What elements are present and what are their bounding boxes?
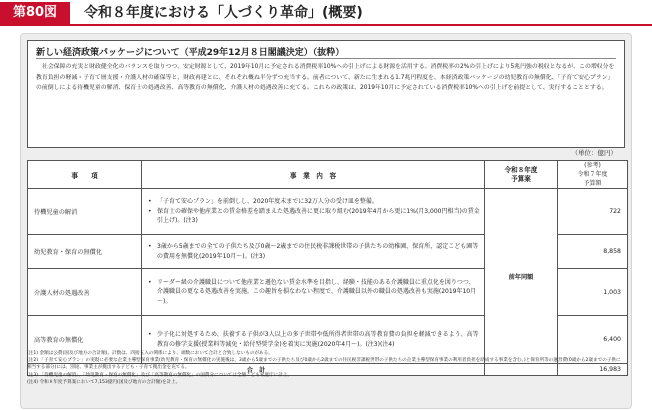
table-header-row bbox=[28, 161, 628, 189]
row-ref-value: 722 bbox=[558, 189, 628, 235]
footnote: (注1) 金額は公費(国及び地方の合計額)。計数は、四捨五入の関係により、端数において合計と合致しないものがある。 bbox=[27, 351, 273, 356]
row-content bbox=[142, 269, 485, 316]
header-ref: (参考) 令和７年度 予算額 bbox=[558, 161, 628, 189]
row-item: 待機児童の解消 bbox=[28, 189, 142, 235]
policy-divider bbox=[36, 58, 616, 59]
total-ref-value: 16,983 bbox=[558, 364, 628, 376]
row-item: 高等教育の無償化 bbox=[28, 316, 142, 364]
bullet: • 保育士の確保や他産業との賃金格差を踏まえた処遇改善に更に取り組む(2019年4月から更に1%(月3,000円相当)の賃金引上げ)。(注3) bbox=[148, 207, 480, 226]
fy-merged-cell: 前年同額 bbox=[485, 189, 558, 364]
row-content bbox=[142, 189, 485, 235]
footnote: (注2) 「子育て安心プラン」の実現に必要な企業主導型保育事業(幼児教育・保育の無償化の実施後は、3歳から5歳までの子供たち及び0歳から2歳までの住民税非課税世帯の子供たちの企業主導型保育事業の利用者負担を助成する事業を含む。)と保育所等の運営費(0歳から2歳までの子供に相当する部分)には、別途、事業主が拠出する子ども・子育て拠出金を充てる。 bbox=[27, 358, 621, 371]
header-item: 事 項 bbox=[28, 161, 142, 189]
total-label: 合 計 bbox=[28, 364, 485, 376]
bullet: • 3歳から5歳までの全ての子供たち及び0歳～2歳までの住民税非課税世帯の子供たちの幼稚園、保育所、認定こども園等の費用を無償化(2019年10月～)。(注3) bbox=[148, 242, 480, 261]
row-ref-value: 1,003 bbox=[558, 269, 628, 316]
figure-panel bbox=[20, 33, 632, 409]
footnote: (注4) 令和８年度予算案において7,153億円(国及び地方の合計額)を計上。 bbox=[27, 379, 181, 385]
policy-title: 新しい経済政策パッケージについて（平成29年12月８日閣議決定）（抜粋） bbox=[36, 48, 345, 58]
row-item: 幼児教育・保育の無償化 bbox=[28, 235, 142, 269]
bullet: • 少子化に対処するため、扶養する子供が3人以上の多子世帯や低所得者世帯の高等教育費の負担を軽減できるよう、高等教育の修学支援(授業料等減免・給付型奨学金)を着実に実施(2020年4月～)。(注3)(注4) bbox=[148, 330, 480, 349]
budget-table bbox=[27, 160, 628, 376]
bullet: • 「子育て安心プラン」を前倒しし、2020年度末までに32万人分の受け皿を整備。 bbox=[148, 197, 480, 206]
table-row bbox=[28, 189, 628, 235]
row-item: 介護人材の処遇改善 bbox=[28, 269, 142, 316]
header-content: 事 業 内 容 bbox=[142, 161, 485, 189]
bullet: • リーダー級の介護職員について他産業と遜色ない賃金水準を目指し、経験・技能のある介護職員に重点化を図りつつ、介護職員の更なる処遇改善を実施。この趣旨を損なわない程度で、介護職員以外の職員の処遇改善も実施(2019年10月～)。 bbox=[148, 278, 480, 306]
header-fy: 令和８年度 予算案 bbox=[485, 161, 558, 189]
unit-label: （単位：億円） bbox=[571, 149, 617, 157]
row-ref-value: 6,400 bbox=[558, 316, 628, 364]
footnotes bbox=[27, 350, 625, 386]
figure-title: 令和８年度における「人づくり革命」(概要) bbox=[84, 5, 363, 21]
policy-box bbox=[27, 40, 625, 148]
figure-header bbox=[0, 0, 652, 26]
footnote: (注3) 「待機児童の解消」、「幼児教育・保育の無償化」及び「高等教育の無償化」の国費分については全額こども家庭庁に計上。 bbox=[27, 372, 293, 378]
row-ref-value: 8,858 bbox=[558, 235, 628, 269]
row-content bbox=[142, 235, 485, 269]
policy-body: 社会保障の充実と財政健全化のバランスを取りつつ、安定財源として、2019年10月に予定される消費税率10%への引上げによる財源を活用する。消費税率の2%の引上げにより5兆円強の税収となるが、この増収分を教育負担の軽減・子育て層支援・介護人材の確保等と、財政再建とに、それぞれ概ね半分ずつ充当する。前者について、新たに生まれる1.7兆円程度を、本経済政策パッケージの幼児教育の無償化、「子育て安心プラン」の前倒しによる待機児童の解消、保育士の処遇改善、高等教育の無償化、介護人材の処遇改善に充てる。これらの政策は、2019年10月に予定されている消費税率10%への引上げを前提として、実行することとする。 bbox=[36, 64, 615, 92]
figure-number-badge: 第80図 bbox=[0, 2, 70, 24]
